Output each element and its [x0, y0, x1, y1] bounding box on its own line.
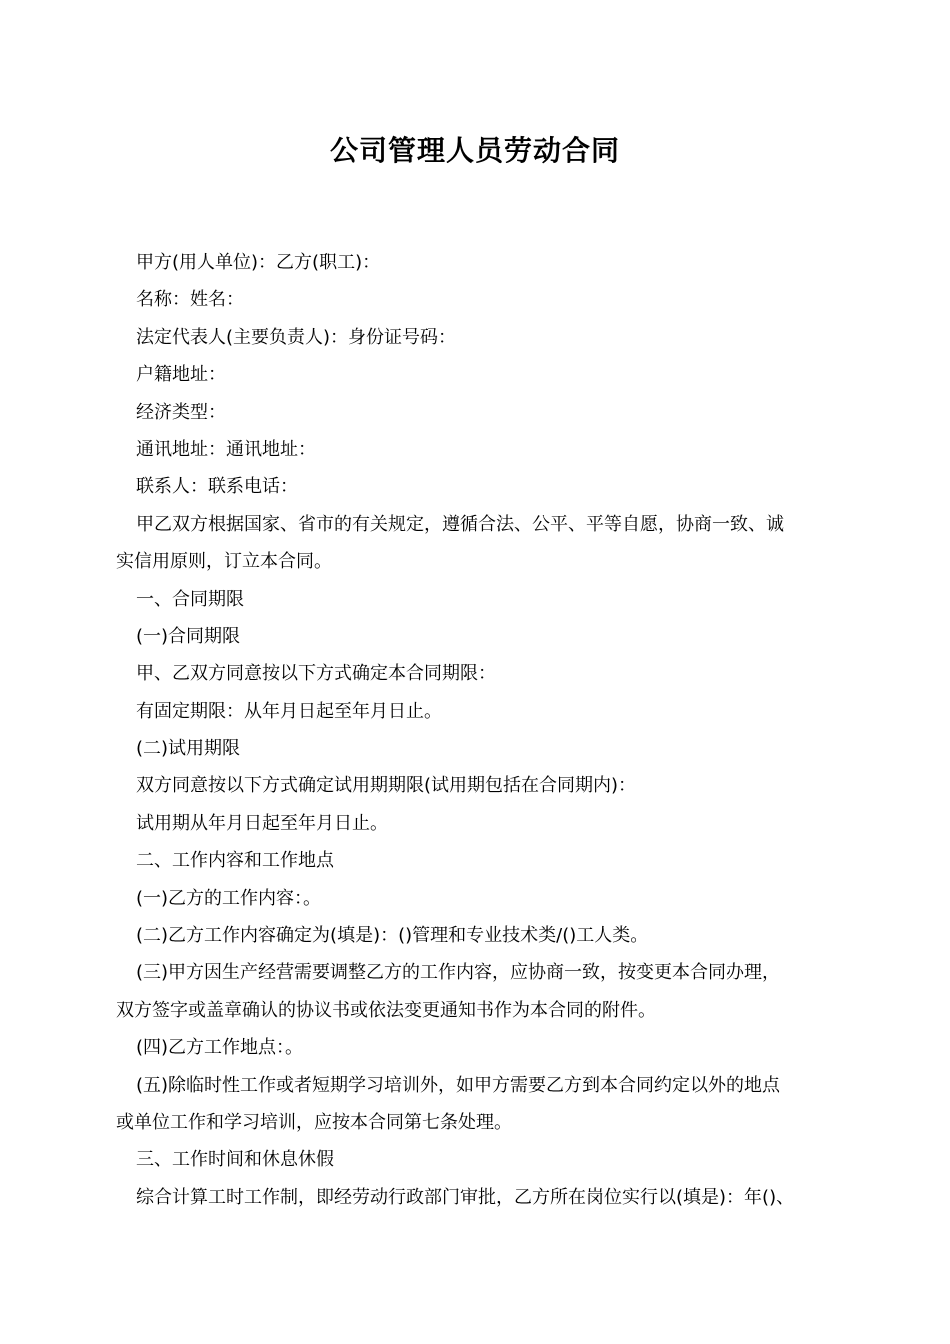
legal-representative-line: 法定代表人(主要负责人)：身份证号码： [136, 326, 457, 348]
clause-2-1: (一)乙方的工作内容：。 [136, 887, 322, 909]
clause-2-5-line-1: (五)除临时性工作或者短期学习培训外，如甲方需要乙方到本合同约定以外的地点 [136, 1074, 781, 1096]
clause-2-2: (二)乙方工作内容确定为(填是)：()管理和专业技术类/()工人类。 [136, 925, 649, 947]
section-1-heading: 一、合同期限 [136, 588, 244, 610]
document-title: 公司管理人员劳动合同 [329, 134, 620, 167]
preamble-line-1: 甲乙双方根据国家、省市的有关规定，遵循合法、公平、平等自愿，协商一致、诚 [136, 513, 784, 535]
clause-3-text: 综合计算工时工作制，即经劳动行政部门审批，乙方所在岗位实行以(填是)：年()、 [136, 1186, 795, 1208]
contract-body [116, 244, 836, 1216]
mailing-address-line: 通讯地址：通讯地址： [136, 438, 316, 460]
fixed-term-line: 有固定期限：从年月日起至年月日止。 [136, 700, 442, 722]
clause-2-5-line-2: 或单位工作和学习培训，应按本合同第七条处理。 [116, 1111, 512, 1133]
clause-1-2-text: 双方同意按以下方式确定试用期期限(试用期包括在合同期内)： [136, 775, 637, 797]
household-address-line: 户籍地址： [136, 364, 226, 386]
party-header-line: 甲方(用人单位)：乙方(职工)： [136, 252, 381, 273]
clause-2-3-line-1: (三)甲方因生产经营需要调整乙方的工作内容，应协商一致，按变更本合同办理， [136, 962, 781, 984]
section-3-heading: 三、工作时间和休息休假 [136, 1149, 334, 1171]
clause-2-3-line-2: 双方签字或盖章确认的协议书或依法变更通知书作为本合同的附件。 [116, 999, 656, 1021]
preamble-line-2: 实信用原则，订立本合同。 [116, 551, 332, 573]
section-2-heading: 二、工作内容和工作地点 [136, 850, 334, 872]
clause-1-1-text: 甲、乙双方同意按以下方式确定本合同期限： [136, 663, 496, 685]
clause-1-2-heading: (二)试用期限 [136, 738, 241, 760]
contact-line: 联系人：联系电话： [136, 476, 298, 498]
probation-term-line: 试用期从年月日起至年月日止。 [136, 812, 388, 834]
name-line: 名称：姓名： [136, 289, 244, 311]
clause-2-4: (四)乙方工作地点：。 [136, 1037, 304, 1059]
clause-1-1-heading: (一)合同期限 [136, 625, 241, 647]
economic-type-line: 经济类型： [136, 401, 226, 423]
